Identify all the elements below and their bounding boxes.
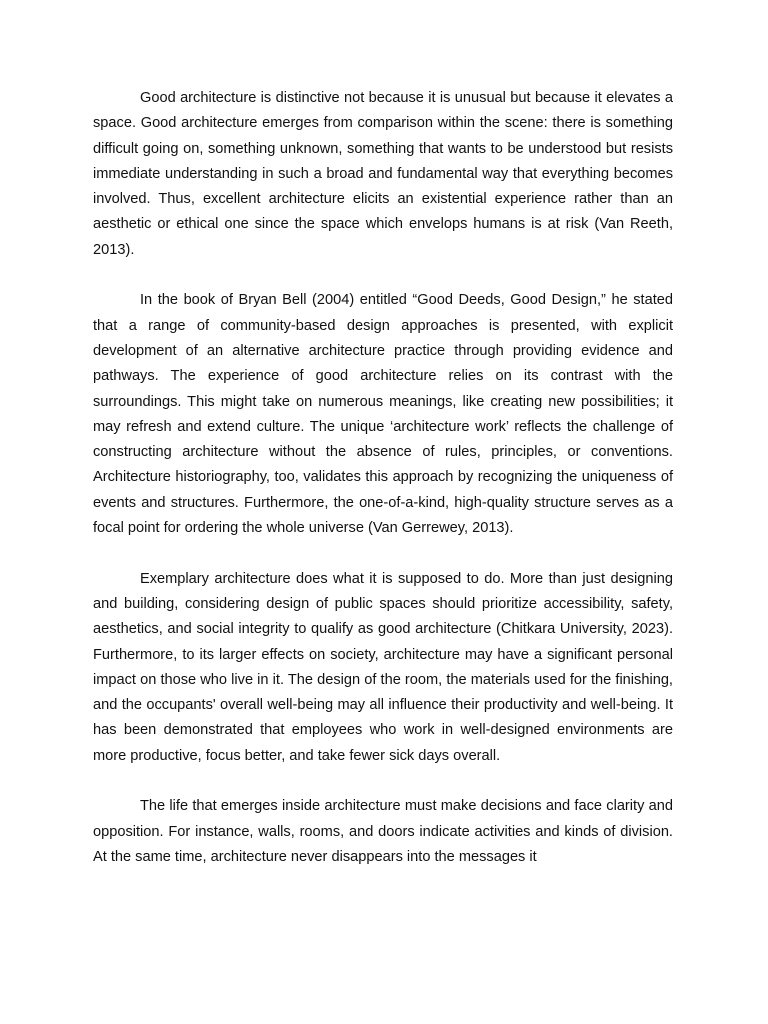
paragraph-1: Good architecture is distinctive not because it is unusual but because it elevates a space. Good architecture emerges from comparison within the scene: there is something difficult going on, something unknown, something that wants to be understood but resists immediate understanding in such a broad and fundamental way that everything becomes involved. Thus, excellent architecture elicits an existential experience rather than an aesthetic or ethical one since the space which envelops humans is at risk (Van Reeth, 2013).	[93, 90, 673, 258]
paragraph-4: The life that emerges inside architecture must make decisions and face clarity and opposition. For instance, walls, rooms, and doors indicate activities and kinds of division. At the same time, architecture never disappears into the messages it	[93, 798, 673, 865]
paragraph-2: In the book of Bryan Bell (2004) entitled “Good Deeds, Good Design,” he stated that a range of community-based design approaches is presented, with explicit development of an alternative architecture practice through providing evidence and pathways. The experience of good architecture relies on its contrast with the surroundings. This might take on numerous meanings, like creating new possibilities; it may refresh and extend culture. The unique ‘architecture work’ reflects the challenge of constructing architecture without the absence of rules, principles, or conventions. Architecture historiography, too, validates this approach by recognizing the uniqueness of events and structures. Furthermore, the one-of-a-kind, high-quality structure serves as a focal point for ordering the whole universe (Van Gerrewey, 2013).	[93, 292, 673, 537]
body-text	[93, 86, 673, 870]
paragraph-3: Exemplary architecture does what it is supposed to do. More than just designing and building, considering design of public spaces should prioritize accessibility, safety, aesthetics, and social integrity to qualify as good architecture (Chitkara University, 2023). Furthermore, to its larger effects on society, architecture may have a significant personal impact on those who live in it. The design of the room, the materials used for the finishing, and the occupants' overall well-being may all influence their productivity and well-being. It has been demonstrated that employees who work in well-designed environments are more productive, focus better, and take fewer sick days overall.	[93, 570, 673, 764]
